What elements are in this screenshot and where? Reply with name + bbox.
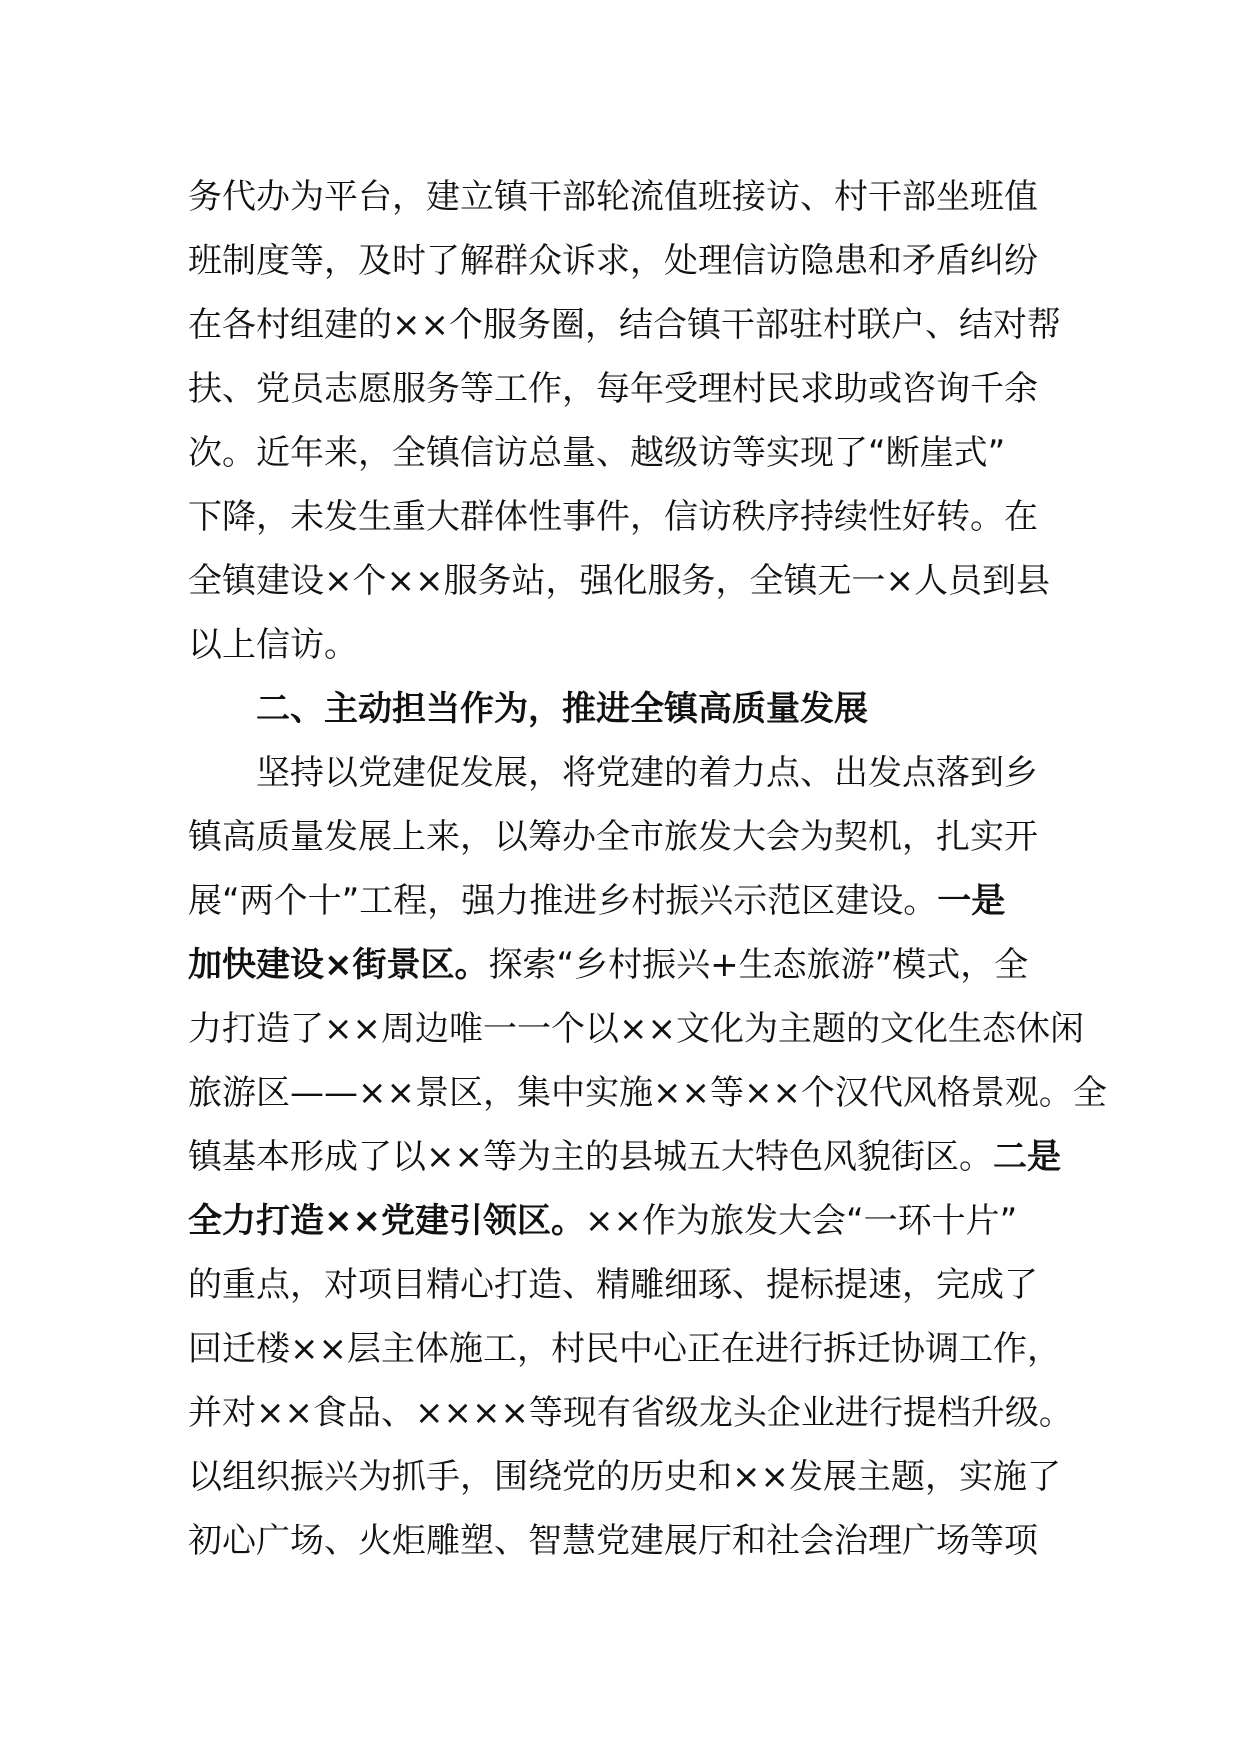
paragraph-line — [188, 1317, 1088, 1381]
paragraph-line — [188, 933, 1088, 997]
paragraph-line — [188, 805, 1088, 869]
paragraph-line — [188, 485, 1088, 549]
paragraph-line — [188, 1061, 1107, 1125]
text-segment: 扶、党员志愿服务等工作，每年受理村民求助或咨询千余 — [188, 369, 1038, 409]
text-segment: 以组织振兴为抓手，围绕党的历史和××发展主题，实施了 — [188, 1457, 1061, 1497]
paragraph-line — [188, 997, 1088, 1061]
text-segment: 镇基本形成了以××等为主的县城五大特色风貌街区。 — [188, 1137, 993, 1177]
paragraph-line — [188, 1253, 1088, 1317]
text-segment: 回迁楼××层主体施工，村民中心正在进行拆迁协调工作， — [188, 1329, 1061, 1369]
text-segment: 坚持以党建促发展，将党建的着力点、出发点落到乡 — [256, 753, 1038, 793]
text-segment: 探索“乡村振兴+生态旅游”模式，全 — [488, 945, 1029, 985]
paragraph-line — [188, 1125, 1088, 1189]
text-segment: 次。近年来，全镇信访总量、越级访等实现了“断崖式” — [188, 433, 1006, 473]
text-segment: 展“两个十”工程，强力推进乡村振兴示范区建设。 — [188, 881, 938, 921]
bold-text: 加快建设×街景区。 — [188, 945, 489, 985]
text-segment: 班制度等，及时了解群众诉求，处理信访隐患和矛盾纠纷 — [188, 241, 1038, 281]
document-body — [188, 165, 1107, 1573]
text-segment: 在各村组建的××个服务圈，结合镇干部驻村联户、结对帮 — [188, 305, 1061, 345]
paragraph-line — [188, 421, 1088, 485]
text-segment: 并对××食品、××××等现有省级龙头企业进行提档升级。 — [188, 1393, 1073, 1433]
text-segment: 以上信访。 — [188, 625, 358, 665]
paragraph-line — [188, 1381, 1088, 1445]
text-segment: 下降，未发生重大群体性事件，信访秩序持续性好转。在 — [188, 497, 1038, 537]
paragraph-line — [188, 869, 1088, 933]
paragraph-line — [188, 229, 1088, 293]
bold-text: 二是 — [992, 1137, 1061, 1177]
paragraph-line — [188, 741, 1088, 805]
text-segment: 初心广场、火炬雕塑、智慧党建展厅和社会治理广场等项 — [188, 1521, 1038, 1561]
paragraph-line — [188, 1509, 1088, 1573]
text-segment: 旅游区——××景区，集中实施××等××个汉代风格景观。全 — [188, 1073, 1107, 1113]
text-segment: 镇高质量发展上来，以筹办全市旅发大会为契机，扎实开 — [188, 817, 1038, 857]
text-segment: 力打造了××周边唯一一个以××文化为主题的文化生态休闲 — [188, 1009, 1084, 1049]
text-segment: 的重点，对项目精心打造、精雕细琢、提标提速，完成了 — [188, 1265, 1038, 1305]
text-segment: ××作为旅发大会“一环十片” — [584, 1201, 1018, 1241]
text-segment: 全镇建设×个××服务站，强化服务，全镇无一×人员到县 — [188, 561, 1050, 601]
paragraph-line — [188, 1189, 1088, 1253]
bold-text: 二、主动担当作为，推进全镇高质量发展 — [256, 689, 868, 729]
paragraph-line — [188, 1445, 1088, 1509]
section-heading — [188, 677, 1088, 741]
paragraph-line — [188, 293, 1088, 357]
paragraph-line — [188, 613, 1088, 677]
text-segment: 务代办为平台，建立镇干部轮流值班接访、村干部坐班值 — [188, 177, 1038, 217]
paragraph-line — [188, 357, 1088, 421]
bold-text: 一是 — [937, 881, 1006, 921]
bold-text: 全力打造××党建引领区。 — [188, 1201, 585, 1241]
paragraph-line — [188, 549, 1088, 613]
paragraph-line — [188, 165, 1088, 229]
